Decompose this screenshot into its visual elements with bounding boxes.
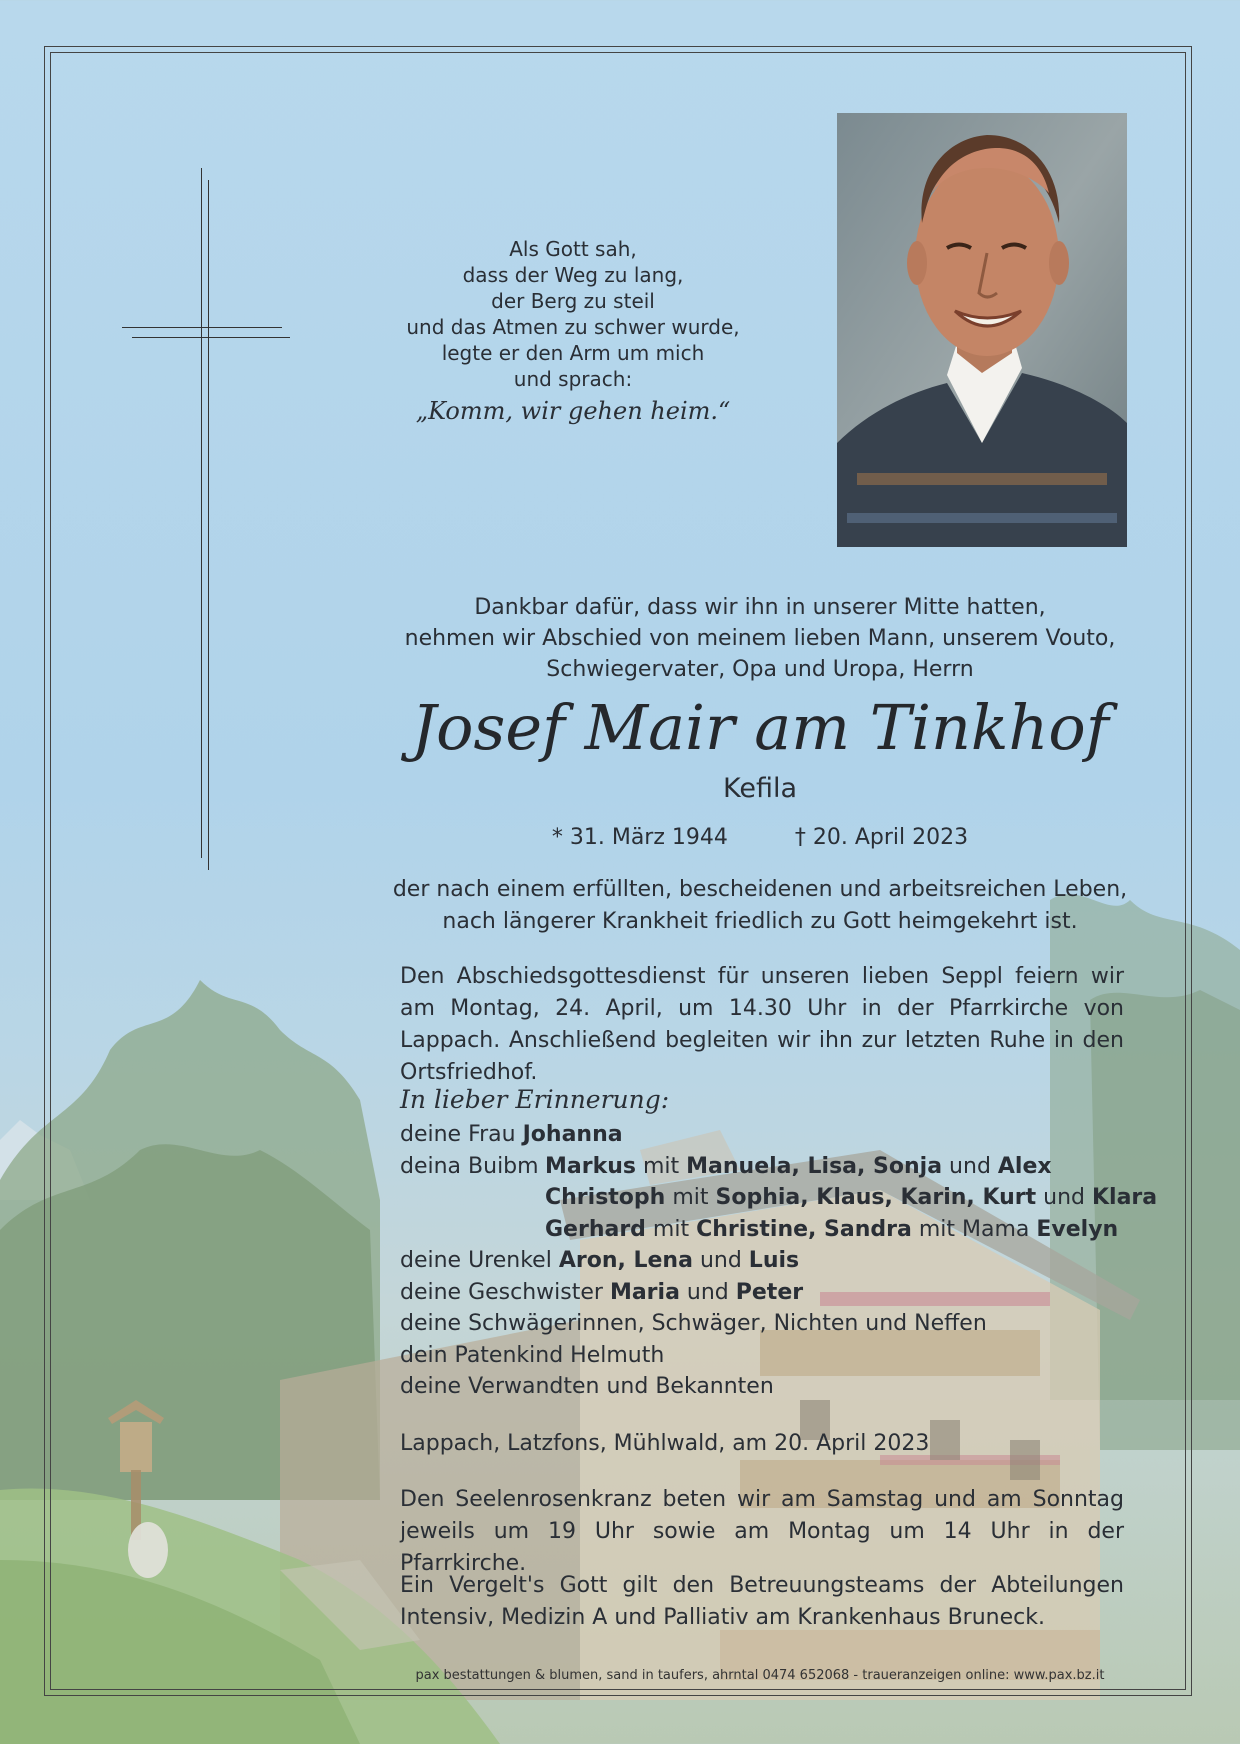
relative-line-son: Markus mit Manuela, Lisa, Sonja und Alex <box>545 1154 1052 1179</box>
relative-line-sons-prefix: deina Buibm <box>400 1154 539 1179</box>
poem-quote: „Komm, wir gehen heim.“ <box>415 397 731 425</box>
relative-line-siblings: deine Geschwister Maria und Peter <box>400 1280 804 1305</box>
deceased-name: Josef Mair am Tinkhof <box>411 691 1109 764</box>
poem-line: legte er den Arm um mich <box>441 341 705 365</box>
poem-line: und sprach: <box>513 367 633 391</box>
relative-line-great-grandchildren: deine Urenkel Aron, Lena und Luis <box>400 1248 800 1273</box>
poem-line: der Berg zu steil <box>491 289 655 313</box>
poem-line: dass der Weg zu lang, <box>462 263 684 287</box>
relative-line-son: Christoph mit Sophia, Klaus, Karin, Kurt und Klara <box>545 1185 1158 1210</box>
relative-line-godchild: dein Patenkind Helmuth <box>400 1343 665 1368</box>
intro-line: nehmen wir Abschied von meinem lieben Mann, unserem Vouto, <box>404 626 1116 651</box>
portrait-photo <box>837 113 1127 547</box>
intro-text <box>380 592 1140 685</box>
relative-line-inlaws: deine Schwägerinnen, Schwäger, Nichten und Neffen <box>400 1311 987 1336</box>
life-text: der nach einem erfüllten, bescheidenen und arbeitsreichen Leben, nach längerer Krankheit friedlich zu Gott heimgekehrt ist. <box>392 877 1128 934</box>
relative-line-wife: deine Frau Johanna <box>400 1122 623 1147</box>
poem-line: Als Gott sah, <box>509 237 637 261</box>
footer-credit: pax bestattungen & blumen, sand in taufers, ahrntal 0474 652068 - traueranzeigen online: www.pax.bz.it <box>415 1668 1105 1683</box>
rosary-text: Den Seelenrosenkranz beten wir am Samstag und am Sonntag jeweils um 19 Uhr sowie am Montag um 14 Uhr in der Pfarrkirche. <box>400 1487 1124 1576</box>
place-date: Lappach, Latzfons, Mühlwald, am 20. April 2023 <box>400 1431 930 1456</box>
poem <box>380 236 766 424</box>
memory-title: In lieber Erinnerung: <box>400 1085 670 1114</box>
thanks-text: Ein Vergelt's Gott gilt den Betreuungsteams der Abteilungen Intensiv, Medizin A und Palliativ am Krankenhaus Bruneck. <box>400 1573 1124 1630</box>
relative-line-relatives: deine Verwandten und Bekannten <box>400 1374 774 1399</box>
death-date: † 20. April 2023 <box>794 825 969 850</box>
birth-date: * 31. März 1944 <box>551 825 728 850</box>
life-dates <box>380 823 1140 853</box>
intro-line: Schwiegervater, Opa und Uropa, Herrn <box>546 657 974 682</box>
relative-line-son: Gerhard mit Christine, Sandra mit Mama Evelyn <box>545 1217 1119 1242</box>
service-text: Den Abschiedsgottesdienst für unseren lieben Seppl feiern wir am Montag, 24. April, um 14.30 Uhr in der Pfarrkirche von Lappach. Anschließend begleiten wir ihn zur letzten Ruhe in den Ortsfriedhof. <box>400 964 1124 1085</box>
intro-line: Dankbar dafür, dass wir ihn in unserer Mitte hatten, <box>474 595 1046 620</box>
poem-line: und das Atmen zu schwer wurde, <box>406 315 740 339</box>
deceased-nickname: Kefila <box>722 773 798 804</box>
